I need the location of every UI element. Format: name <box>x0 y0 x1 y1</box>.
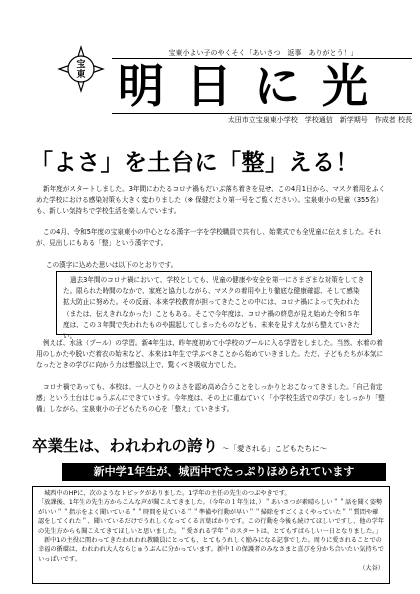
paragraph-intro: 新年度がスタートしました。3年間にわたるコロナ禍もだいぶ落ち着きを見せ、この4月1日から、マスク着用をふくめた学校における感染対策も大きく変わりました（※ 保健だより第一号をご覧ください）。宝泉東小の児童（355名）も、新しい気持ちで学校生活を楽しんでいます。 <box>36 185 386 215</box>
paragraph-lead: この漢字に込めた思いは以下のとおりです。 <box>46 261 178 269</box>
emblem-char-2: 東 <box>76 70 86 80</box>
paragraph-kanji: この4月、令和5年度の宝泉東小の中心となる漢字一字を学校職員で共有し、始業式でも全児童に伝えました。それが、見出しにもある「整」という漢字です。 <box>36 228 382 247</box>
section-heading-sub: ～「愛される」こどもたちに～ <box>222 444 328 453</box>
news-box <box>32 486 390 584</box>
paragraph-pool: 例えば、水泳（プール）の学習。新4年生は、昨年度初めて小学校のプールに入る学習をしました。当然、水着の着用のしかたや脱いだ着衣の始末など、本来は1年生で学ぶべきことから始めていきました。ただ、子どもたちが本気になったときの学びに向かう力は想像以上で、驚くべき吸収力でした。 <box>36 339 384 369</box>
news-signature: （大谷） <box>359 565 384 573</box>
school-motto: 宝東小よい子のやくそく「あいさつ 返事 ありがとう！」 <box>168 49 358 57</box>
section-heading <box>32 434 412 456</box>
kanji-intent-box: 過去3年間のコロナ禍において、学校としても、児童の健康や安全を第一にさまざまな対策をしてきた。限られた時間のなかで、家庭と協力しながら、マスクの着用や上り徹底な健康確認、そして感染拡大防止に努めた。その反面、本来学校教育が担ってきたことの中には、コロナ禍によって失われた（または、伝えきれなかった）こともある。そこで今年度は、コロナ禍の終息が見え始めた令和５年度は、この３年間で失われたものや掘起してしまったものなども、未来を見すえながら整えていきたい。 <box>56 271 372 335</box>
news-paragraph-2: 「放課後、1年生の先生方からこんな声が聞こえてきました。（今年の１年生は、）＂あいさつが素晴らしい＂＂話を聞く姿勢がいい＂＂指示をよく聞いている＂＂時間を見ている＂＂準備や行動が早い＂＂掃除をすごくよくやっていた＂＂質問や確認をしてくれた＂、聞いているだけでうれしくなってくる言葉ばかりです。この行動を今後も続けてほしいですし、他の学年の先生方からも聞こえてきてほしいと思いました。＂愛される学年＂のスタートは、とてもすばらしい一日となりました。」 <box>38 499 385 535</box>
newsletter-title: 明日に光 <box>118 59 390 113</box>
news-paragraph-3: 新中1の主役に関わってきたわれわれ教職員にとっても、とてもうれしく励みになる記事でした。周りに愛されることでの幸福の循環は、われわれ大人ならじゅうぶんに分かっています。新中１の保護者のみなさまと喜びを分かち合いたい気持ちでいっぱいです。 <box>38 537 384 563</box>
school-emblem <box>58 46 104 92</box>
issuer-line: 太田市立宝泉東小学校 学校通信 新学期号 作成者 校長 <box>227 116 412 124</box>
paragraph-foundation: コロナ禍であっても、本校は、一人ひとりのよさを認め高め合うことをしっかりとおこなってきました。「自己肯定感」という土台はじゅうぶんにできています。今年度は、その上に重ねていく「小学校生活での学び」をしっかり「整備」しながら、宝泉東小の子どもたちの心を「整え」ていきます。 <box>36 383 385 413</box>
emblem-char-1: 宝 <box>76 60 86 70</box>
news-paragraph-1: 城西中のHPに、次のようなトピックがありました。1学年の主任の先生のつぶやきです。 <box>44 490 291 497</box>
section-heading-main: 卒業生は、われわれの誇り <box>32 437 219 455</box>
news-banner: 新中学1年生が、城西中でたっぷりほめられています <box>62 463 386 481</box>
main-headline: 「よさ」を土台に「整」える！ <box>30 150 359 176</box>
header-divider-bottom <box>112 113 412 114</box>
